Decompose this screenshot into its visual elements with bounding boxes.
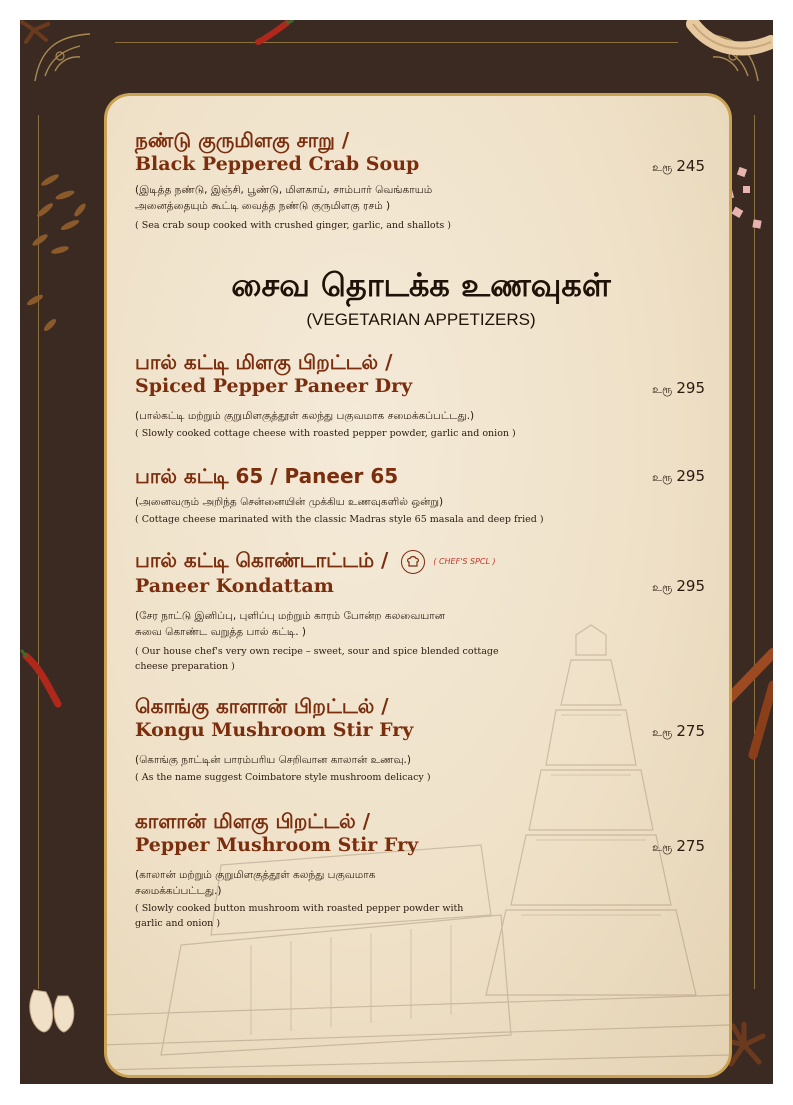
item-desc-english-2: garlic and onion ) [135, 918, 221, 929]
item-title-tamil-row [135, 548, 710, 574]
item-desc-english: ( Slowly cooked cottage cheese with roasted pepper powder, garlic and onion ) [135, 428, 516, 439]
item-desc-english: ( Sea crab soup cooked with crushed ginger, garlic, and shallots ) [135, 220, 452, 231]
price-value: 245 [676, 157, 705, 175]
frame-line-top [115, 42, 678, 43]
chef-special-tag [401, 550, 495, 574]
item-desc-tamil-1: (காலான் மற்றும் குறுமிளகுத்தூள் கலந்து பகுவமாக [135, 869, 376, 881]
currency-label: உரூ [652, 581, 673, 594]
item-title-tamil: பால் கட்டி கொண்டாட்டம் / [135, 548, 389, 572]
item-title-tamil: காளான் மிளகு பிறட்டல் / [135, 809, 371, 833]
price-pepper-paneer [652, 379, 705, 398]
currency-label: உரூ [652, 383, 673, 396]
price-pepper-mushroom [652, 837, 705, 856]
currency-label: உரூ [652, 471, 673, 484]
chef-hat-icon [401, 550, 425, 574]
item-desc-english: ( Cottage cheese marinated with the classic Madras style 65 masala and deep fried ) [135, 514, 544, 525]
price-paneer-kondattam [652, 577, 705, 596]
item-desc-tamil: (கொங்கு நாட்டின் பாரம்பரிய செறிவான காலான் உணவு.) [135, 754, 411, 766]
item-title-english: Kongu Mushroom Stir Fry [135, 719, 414, 741]
menu-item-kongu-mushroom [135, 694, 710, 785]
chef-special-label: ( CHEF'S SPCL ) [433, 556, 496, 566]
currency-label: உரூ [652, 161, 673, 174]
section-title-english: (VEGETARIAN APPETIZERS) [306, 310, 536, 329]
item-title-tamil: பால் கட்டி மிளகு பிறட்டல் / [135, 350, 393, 374]
item-desc-english-1: ( Our house chef's very own recipe – sweet, sour and spice blended cottage [135, 645, 499, 657]
menu-item-paneer-65 [135, 464, 710, 527]
price-paneer-65 [652, 467, 705, 486]
item-desc-tamil-1: (சேர நாட்டு இனிப்பு, புளிப்பு மற்றும் காரம் போன்ற கலவையான [135, 609, 445, 622]
item-desc-tamil: (பால்கட்டி மற்றும் குறுமிளகுத்தூள் கலந்து பகுவமாக சமைக்கப்பட்டது.) [135, 410, 475, 422]
item-desc-tamil: (அனைவரும் அறிந்த சென்னையின் முக்கிய உணவுகளில் ஒன்று) [135, 496, 444, 508]
item-title-english: Paneer Kondattam [135, 574, 334, 597]
currency-label: உரூ [652, 726, 673, 739]
price-kongu-mushroom [652, 722, 705, 741]
menu-item-pepper-mushroom [135, 809, 710, 931]
garlic-icon [24, 980, 84, 1035]
item-desc-english-1: ( Slowly cooked button mushroom with roasted pepper powder with [135, 903, 464, 914]
frame-line-right [754, 115, 755, 989]
menu-item-pepper-paneer [135, 350, 710, 441]
item-desc-english-2: cheese preparation ) [135, 660, 235, 672]
item-desc-english: ( As the name suggest Coimbatore style mushroom delicacy ) [135, 772, 431, 783]
item-desc-tamil-2: சுவை கொண்ட வறுத்த பால் கட்டி. ) [135, 625, 306, 638]
chili-icon-left [20, 648, 70, 708]
item-desc-tamil-2: அனைத்தையும் கூட்டி வைத்த நண்டு குருமிளகு ரசம் ) [135, 200, 391, 212]
price-value: 275 [676, 837, 705, 855]
price-value: 295 [676, 467, 705, 485]
price-value: 295 [676, 577, 705, 595]
currency-label: உரூ [652, 841, 673, 854]
item-desc-tamil-2: சமைக்கப்பட்டது.) [135, 885, 222, 897]
item-title-tamil: கொங்கு காளான் பிறட்டல் / [135, 694, 389, 718]
menu-item-crab-soup [135, 128, 710, 233]
price-value: 275 [676, 722, 705, 740]
star-anise-icon [20, 20, 54, 44]
menu-item-paneer-kondattam [135, 548, 710, 674]
item-title-line: பால் கட்டி 65 / Paneer 65 [135, 464, 399, 488]
menu-panel [104, 93, 732, 1078]
item-title-english: Black Peppered Crab Soup [135, 153, 420, 175]
item-title-tamil: நண்டு குருமிளகு சாறு / [135, 128, 350, 152]
cinnamon-icon [683, 20, 773, 60]
spice-seeds-icon [20, 140, 100, 340]
item-title-english: Spiced Pepper Paneer Dry [135, 375, 413, 397]
chili-icon [255, 20, 295, 46]
section-title-tamil: சைவ தொடக்க உணவுகள் [231, 266, 611, 304]
menu-frame [20, 20, 773, 1084]
item-title-english: Pepper Mushroom Stir Fry [135, 834, 419, 856]
price-crab-soup [652, 157, 705, 176]
price-value: 295 [676, 379, 705, 397]
item-desc-tamil-1: (இடித்த நண்டு, இஞ்சி, பூண்டு, மிளகாய், சாம்பார் வெங்காயம் [135, 184, 433, 196]
